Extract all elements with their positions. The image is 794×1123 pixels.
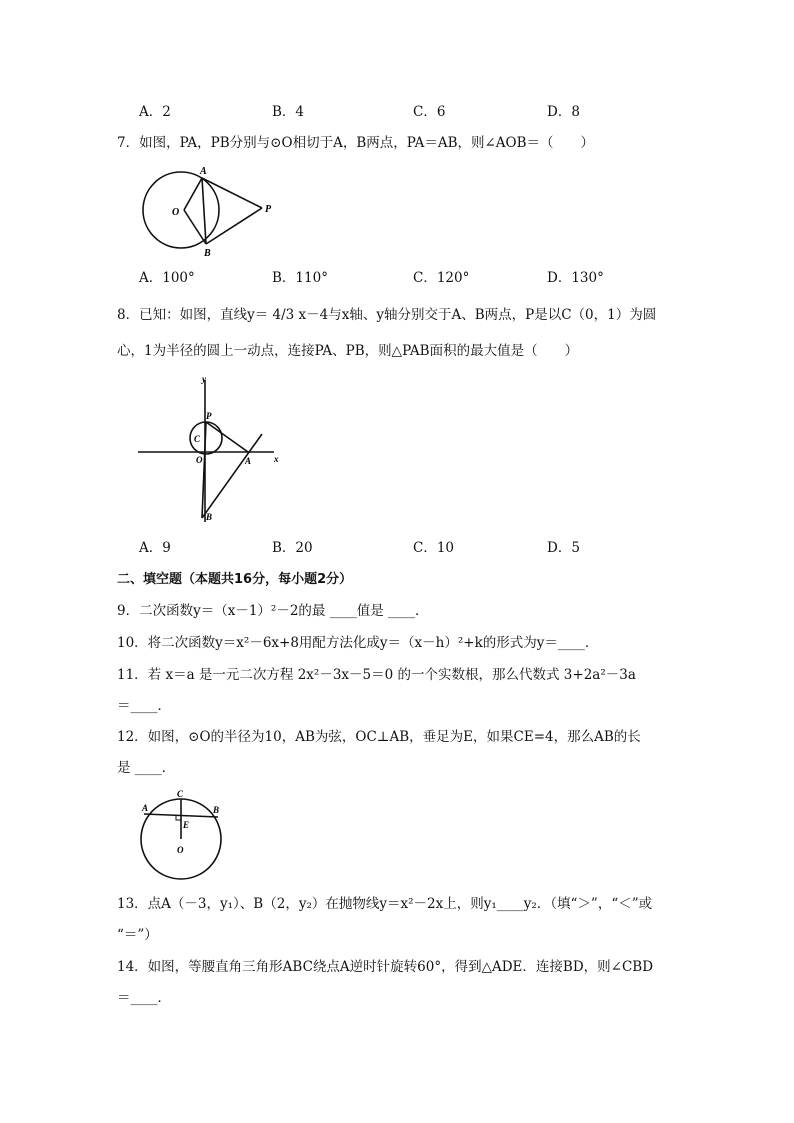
q8-label-b: B xyxy=(206,512,213,522)
q8-label-a: A xyxy=(245,456,252,466)
q8-label-p: P xyxy=(206,411,212,421)
q8-label-y: y xyxy=(202,374,206,384)
q7-circle xyxy=(143,172,219,248)
q8-option-c: C．10 xyxy=(413,540,455,556)
q7-label-o: O xyxy=(172,207,180,218)
q8-label-c: C xyxy=(194,434,201,444)
q7-figure xyxy=(138,160,278,260)
q6-option-c: C．6 xyxy=(413,104,446,120)
q13-line2: “＝”） xyxy=(117,927,158,943)
q12-label-o: O xyxy=(177,845,184,855)
q7-label-p: P xyxy=(265,204,272,215)
q7-option-a: A．100° xyxy=(139,270,195,286)
q6-option-b: B．4 xyxy=(272,104,305,120)
q12-line1: 12．如图，⊙O的半径为10，AB为弦，OC⊥AB，垂足为E，如果CE=4，那么AB的长 xyxy=(117,729,641,745)
q7-label-b: B xyxy=(204,248,211,259)
q8-option-a: A．9 xyxy=(139,540,171,556)
q7-option-d: D．130° xyxy=(547,270,604,286)
q7-label-a: A xyxy=(200,166,207,177)
q14-line1: 14．如图，等腰直角三角形ABC绕点A逆时针旋转60°，得到△ADE．连接BD，则∠CBD xyxy=(117,959,654,975)
q14-line2: ＝____． xyxy=(117,990,171,1006)
q12-label-b: B xyxy=(213,805,220,815)
q12-label-c: C xyxy=(177,789,184,799)
q7-stem: 7．如图，PA，PB分别与⊙O相切于A，B两点，PA＝AB，则∠AOB＝（ ） xyxy=(117,135,595,151)
q8-label-o: O xyxy=(196,455,203,465)
q12-line2: 是 ____． xyxy=(117,760,176,776)
q7-option-b: B．110° xyxy=(272,270,328,286)
q9-text: 9．二次函数y＝（x－1）²－2的最 ____值是 ____． xyxy=(117,603,429,619)
q8-option-d: D．5 xyxy=(547,540,580,556)
q12-figure xyxy=(138,786,230,882)
q10-text: 10．将二次函数y＝x²－6x+8用配方法化成y＝（x－h）²+k的形式为y＝____． xyxy=(117,635,599,651)
section2-title: 二、填空题（本题共16分，每小题2分） xyxy=(117,572,353,587)
q8-stem-line1: 8．已知：如图，直线y＝ 4/3 x－4与x轴、y轴分别交于A、B两点，P是以C（0，1）为圆 xyxy=(117,307,657,323)
q7-option-c: C．120° xyxy=(413,270,470,286)
q8-label-x: x xyxy=(274,454,279,464)
q6-option-d: D．8 xyxy=(547,104,580,120)
q8-figure xyxy=(136,372,286,524)
q8-stem-line2: 心，1为半径的圆上一动点，连接PA、PB，则△PAB面积的最大值是（ ） xyxy=(117,343,579,359)
q8-option-b: B．20 xyxy=(272,540,313,556)
q12-label-a: A xyxy=(142,803,149,813)
q13-line1: 13．点A（－3，y₁）、B（2，y₂）在抛物线y＝x²－2x上，则y₁____y₂．（填“＞”，“＜”或 xyxy=(117,896,653,912)
q11-line2: ＝____． xyxy=(117,698,171,714)
q12-label-e: E xyxy=(183,820,190,830)
q6-option-a: A．2 xyxy=(139,104,171,120)
q11-line1: 11．若 x＝a 是一元二次方程 2x²－3x－5＝0 的一个实数根，那么代数式 3+2a²－3a xyxy=(117,667,636,683)
